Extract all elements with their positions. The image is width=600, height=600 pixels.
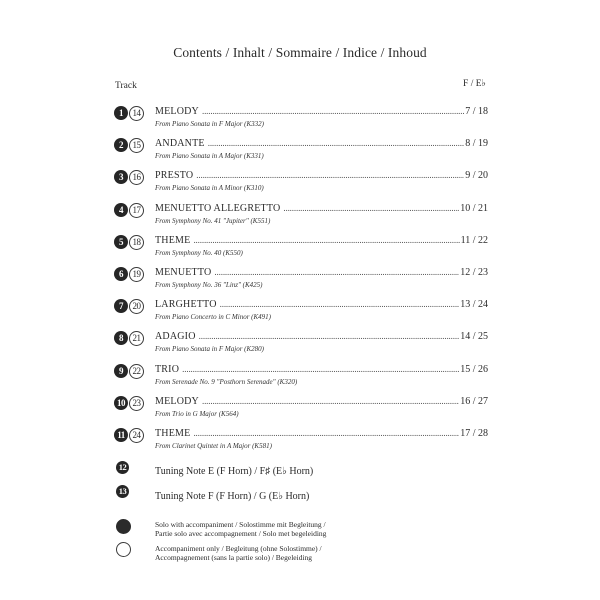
contents-entry[interactable] — [110, 396, 488, 426]
track-badges — [114, 138, 148, 152]
contents-entry[interactable] — [110, 106, 488, 136]
tuning-track-number-icon: 13 — [116, 485, 129, 498]
contents-entry[interactable] — [110, 267, 488, 297]
piece-source: From Symphony No. 40 (K550) — [155, 248, 243, 257]
dot-leader — [202, 396, 459, 406]
contents-entry[interactable] — [110, 299, 488, 329]
entry-line — [155, 331, 488, 344]
dot-leader — [283, 203, 459, 213]
track-badges — [114, 396, 148, 410]
solo-track-number-icon: 9 — [114, 364, 128, 378]
solo-track-number-icon: 6 — [114, 267, 128, 281]
page-numbers: 12 / 23 — [460, 267, 488, 278]
track-badges — [114, 331, 148, 345]
page-numbers: 17 / 28 — [460, 428, 488, 439]
piece-source: From Piano Sonata in A Major (K331) — [155, 152, 264, 161]
contents-entry[interactable] — [110, 203, 488, 233]
dot-leader — [182, 364, 459, 374]
piece-title: THEME — [155, 428, 191, 439]
page-numbers: 10 / 21 — [460, 202, 488, 214]
page-numbers: 9 / 20 — [465, 170, 488, 182]
filled-circle-icon — [116, 519, 131, 534]
legend-solo-line-1: Solo with accompaniment / Solostimme mit Begleitung / — [155, 520, 326, 529]
solo-track-number-icon: 8 — [114, 331, 128, 345]
entry-line — [155, 203, 488, 216]
track-badges — [114, 106, 148, 120]
accompaniment-track-number-icon: 17 — [129, 203, 144, 218]
legend-solo-text — [155, 520, 326, 538]
track-badges — [114, 364, 148, 378]
entry-line — [155, 138, 488, 151]
accompaniment-track-number-icon: 19 — [129, 267, 144, 282]
solo-track-number-icon: 11 — [114, 428, 128, 442]
accompaniment-track-number-icon: 21 — [129, 331, 144, 346]
piece-title: MENUETTO ALLEGRETTO — [155, 202, 281, 214]
piece-source: From Trio in G Major (K564) — [155, 409, 239, 418]
key-column-header: F / E♭ — [463, 79, 486, 89]
piece-title: ANDANTE — [155, 138, 205, 150]
tuning-note-text[interactable]: Tuning Note E (F Horn) / F♯ (E♭ Horn) — [155, 466, 314, 477]
dot-leader — [193, 428, 459, 438]
piece-source: From Serenade No. 9 "Posthorn Serenade" (K320) — [155, 377, 298, 386]
track-badges — [114, 299, 148, 313]
track-badges — [114, 203, 148, 217]
entry-line — [155, 170, 488, 183]
solo-track-number-icon: 3 — [114, 170, 128, 184]
solo-track-number-icon: 7 — [114, 299, 128, 313]
entry-line — [155, 267, 488, 280]
piece-title: MELODY — [155, 106, 199, 117]
solo-track-number-icon: 2 — [114, 138, 128, 152]
contents-entry[interactable] — [110, 170, 488, 200]
entry-line — [155, 396, 488, 409]
track-badges — [114, 170, 148, 184]
contents-entry[interactable] — [110, 235, 488, 265]
page-numbers: 14 / 25 — [460, 331, 488, 343]
dot-leader — [199, 331, 460, 341]
dot-leader — [193, 235, 459, 245]
page-numbers: 8 / 19 — [465, 138, 488, 150]
open-circle-icon — [116, 542, 131, 557]
page-numbers: 15 / 26 — [460, 363, 488, 375]
piece-title: TRIO — [155, 363, 180, 375]
piece-source: From Piano Concerto in C Minor (K491) — [155, 313, 272, 322]
dot-leader — [208, 138, 464, 148]
track-badges — [114, 428, 148, 442]
entry-line — [155, 428, 488, 441]
track-column-header: Track — [115, 81, 137, 91]
page-numbers: 16 / 27 — [460, 395, 488, 407]
piece-title: ADAGIO — [155, 331, 196, 343]
dot-leader — [214, 267, 459, 277]
dot-leader — [202, 106, 464, 116]
contents-entry[interactable] — [110, 331, 488, 361]
track-badges — [114, 267, 148, 281]
tuning-note-text[interactable]: Tuning Note F (F Horn) / G (E♭ Horn) — [155, 491, 310, 502]
entry-line — [155, 235, 488, 248]
accompaniment-track-number-icon: 15 — [129, 138, 144, 153]
piece-title: MENUETTO — [155, 267, 212, 278]
legend-accompaniment-line-2: Accompagnement (sans la partie solo) / Begeleiding — [155, 553, 313, 562]
entry-line — [155, 106, 488, 119]
page-title: Contents / Inhalt / Sommaire / Indice / Inhoud — [173, 45, 427, 60]
solo-track-number-icon: 10 — [114, 396, 128, 410]
piece-title: LARGHETTO — [155, 299, 217, 311]
page-numbers: 13 / 24 — [460, 299, 488, 311]
piece-title: MELODY — [155, 395, 199, 407]
legend-accompaniment-text — [155, 544, 322, 562]
solo-track-number-icon: 4 — [114, 203, 128, 217]
dot-leader — [196, 170, 464, 180]
entry-line — [155, 299, 488, 312]
piece-source: From Piano Sonata in A Minor (K310) — [155, 184, 264, 193]
piece-source: From Symphony No. 36 "Linz" (K425) — [155, 281, 263, 289]
accompaniment-track-number-icon: 20 — [129, 299, 144, 314]
contents-entry[interactable] — [110, 428, 488, 458]
piece-source: From Piano Sonata in F Major (K332) — [155, 120, 265, 128]
piece-source: From Symphony No. 41 "Jupiter" (K551) — [155, 216, 271, 225]
solo-track-number-icon: 5 — [114, 235, 128, 249]
piece-title: THEME — [155, 234, 191, 246]
solo-track-number-icon: 1 — [114, 106, 128, 120]
accompaniment-track-number-icon: 14 — [129, 106, 144, 121]
accompaniment-track-number-icon: 22 — [129, 364, 144, 379]
entry-line — [155, 364, 488, 377]
page-numbers: 11 / 22 — [460, 234, 488, 246]
piece-source: From Piano Sonata in F Major (K280) — [155, 345, 265, 354]
accompaniment-track-number-icon: 24 — [129, 428, 144, 443]
accompaniment-track-number-icon: 23 — [129, 396, 144, 411]
page-numbers: 7 / 18 — [465, 106, 488, 117]
accompaniment-track-number-icon: 18 — [129, 235, 144, 250]
legend-accompaniment-line-1: Accompaniment only / Begleitung (ohne Solostimme) / — [155, 544, 322, 553]
contents-entry[interactable] — [110, 138, 488, 168]
legend-solo-line-2: Partie solo avec accompagnement / Solo met begeleiding — [155, 529, 327, 538]
piece-title: PRESTO — [155, 170, 194, 182]
piece-source: From Clarinet Quintet in A Major (K581) — [155, 442, 272, 450]
accompaniment-track-number-icon: 16 — [129, 170, 144, 185]
tuning-track-number-icon: 12 — [116, 461, 129, 474]
dot-leader — [220, 299, 460, 309]
track-badges — [114, 235, 148, 249]
contents-entry[interactable] — [110, 364, 488, 394]
